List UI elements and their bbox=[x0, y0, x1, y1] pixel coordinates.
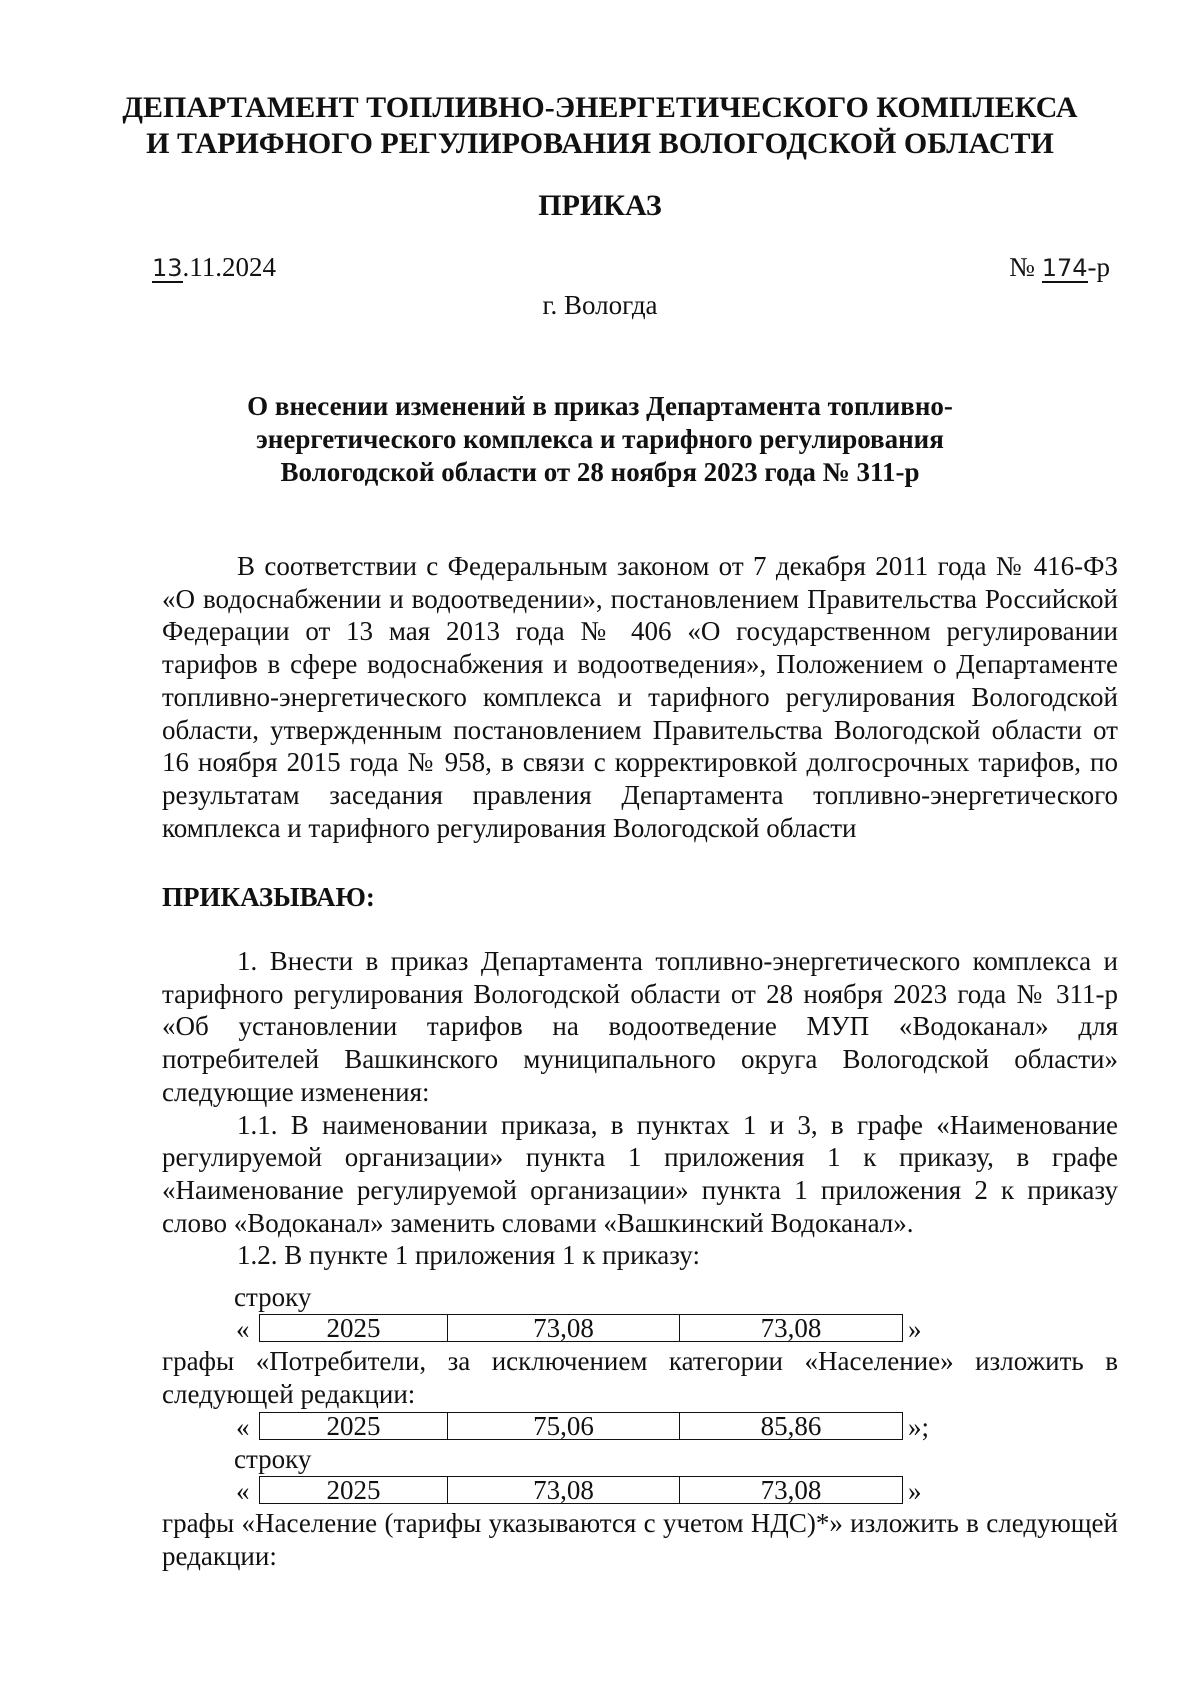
quote-open-2: « bbox=[236, 1412, 250, 1442]
edit-label-1: графы «Потребители, за исключением категории «Население» изложить в следующей редакции: bbox=[162, 1346, 1118, 1409]
quote-close-2: »; bbox=[908, 1412, 930, 1442]
body-points bbox=[162, 945, 1118, 1272]
table-cell: 2025 bbox=[260, 1477, 448, 1503]
handwritten-day: 13 bbox=[152, 254, 183, 282]
quote-open-1: « bbox=[236, 1314, 250, 1344]
table-cell: 73,08 bbox=[448, 1477, 680, 1503]
order-title: ПРИКАЗ bbox=[538, 189, 662, 222]
subject-line-2: энергетического комплекса и тарифного регулирования bbox=[256, 424, 944, 454]
tariff-row-new-1 bbox=[259, 1412, 903, 1440]
quote-open-3: « bbox=[236, 1476, 250, 1506]
handwritten-number: 174 bbox=[1041, 254, 1088, 282]
order-date bbox=[152, 250, 276, 284]
quote-close-1: » bbox=[908, 1314, 922, 1344]
table-cell: 2025 bbox=[260, 1413, 448, 1439]
label-row-1: строку bbox=[234, 1282, 312, 1312]
department-header bbox=[0, 90, 1200, 162]
subject-line-1: О внесении изменений в приказ Департамента топливно- bbox=[247, 391, 953, 421]
quote-close-3: » bbox=[908, 1476, 922, 1506]
table-cell: 73,08 bbox=[760, 1477, 822, 1503]
header-line-2: И ТАРИФНОГО РЕГУЛИРОВАНИЯ ВОЛОГОДСКОЙ ОБЛАСТИ bbox=[146, 127, 1054, 160]
tariff-row-old-1 bbox=[259, 1314, 903, 1342]
preamble-paragraph: В соответствии с Федеральным законом от 7 декабря 2011 года № 416-ФЗ «О водоснабжении и водоотведении», постановлением Правительства Российской Федерации от 13 мая 2013 года № 406 «О государственном регулировании тарифов в сфере водоснабжения и водоотведения», Положением о Департаменте топливно-энергетического комплекса и тарифного регулирования Вологодской области, утвержденным постановлением Правительства Вологодской области от 16 ноября 2015 года № 958, в связи с корректировкой долгосрочных тарифов, по результатам заседания правления Департамента топливно-энергетического комплекса и тарифного регулирования Вологодской области bbox=[162, 551, 1118, 843]
table-cell: 75,06 bbox=[448, 1413, 680, 1439]
table-cell: 73,08 bbox=[760, 1315, 822, 1341]
decree-word: ПРИКАЗЫВАЮ: bbox=[162, 882, 375, 912]
date-rest: .11.2024 bbox=[182, 252, 277, 282]
table-cell: 85,86 bbox=[760, 1413, 822, 1439]
point-1-2: 1.2. В пункте 1 приложения 1 к приказу: bbox=[237, 1240, 700, 1271]
table-cell: 2025 bbox=[260, 1315, 448, 1341]
number-suffix: -р bbox=[1087, 252, 1110, 282]
city: г. Вологда bbox=[542, 290, 658, 320]
tariff-row-old-2 bbox=[259, 1476, 903, 1504]
point-1-1: 1.1. В наименовании приказа, в пунктах 1 и 3, в графе «Наименование регулируемой организации» пункта 1 приложения 1 к приказу, в графе «Наименование регулируемой организации» пункта 1 приложения 2 к приказу слово «Водоканал» заменить словами «Вашкинский Водоканал». bbox=[162, 1109, 1118, 1238]
order-subject bbox=[0, 390, 1200, 489]
number-prefix: № bbox=[1009, 252, 1035, 282]
order-number bbox=[1009, 250, 1110, 284]
label-row-2: строку bbox=[234, 1444, 312, 1474]
edit-label-2: графы «Население (тарифы указываются с учетом НДС)*» изложить в следующей редакции: bbox=[162, 1508, 1118, 1571]
header-line-1: ДЕПАРТАМЕНТ ТОПЛИВНО-ЭНЕРГЕТИЧЕСКОГО КОМПЛЕКСА bbox=[122, 91, 1078, 124]
subject-line-3: Вологодской области от 28 ноября 2023 года № 311-р bbox=[280, 457, 920, 487]
point-1: 1. Внести в приказ Департамента топливно-энергетического комплекса и тарифного регулирования Вологодской области от 28 ноября 2023 года № 311-р «Об установлении тарифов на водоотведение МУП «Водоканал» для потребителей Вашкинского муниципального округа Вологодской области» следующие изменения: bbox=[162, 946, 1118, 1107]
table-cell: 73,08 bbox=[448, 1315, 680, 1341]
